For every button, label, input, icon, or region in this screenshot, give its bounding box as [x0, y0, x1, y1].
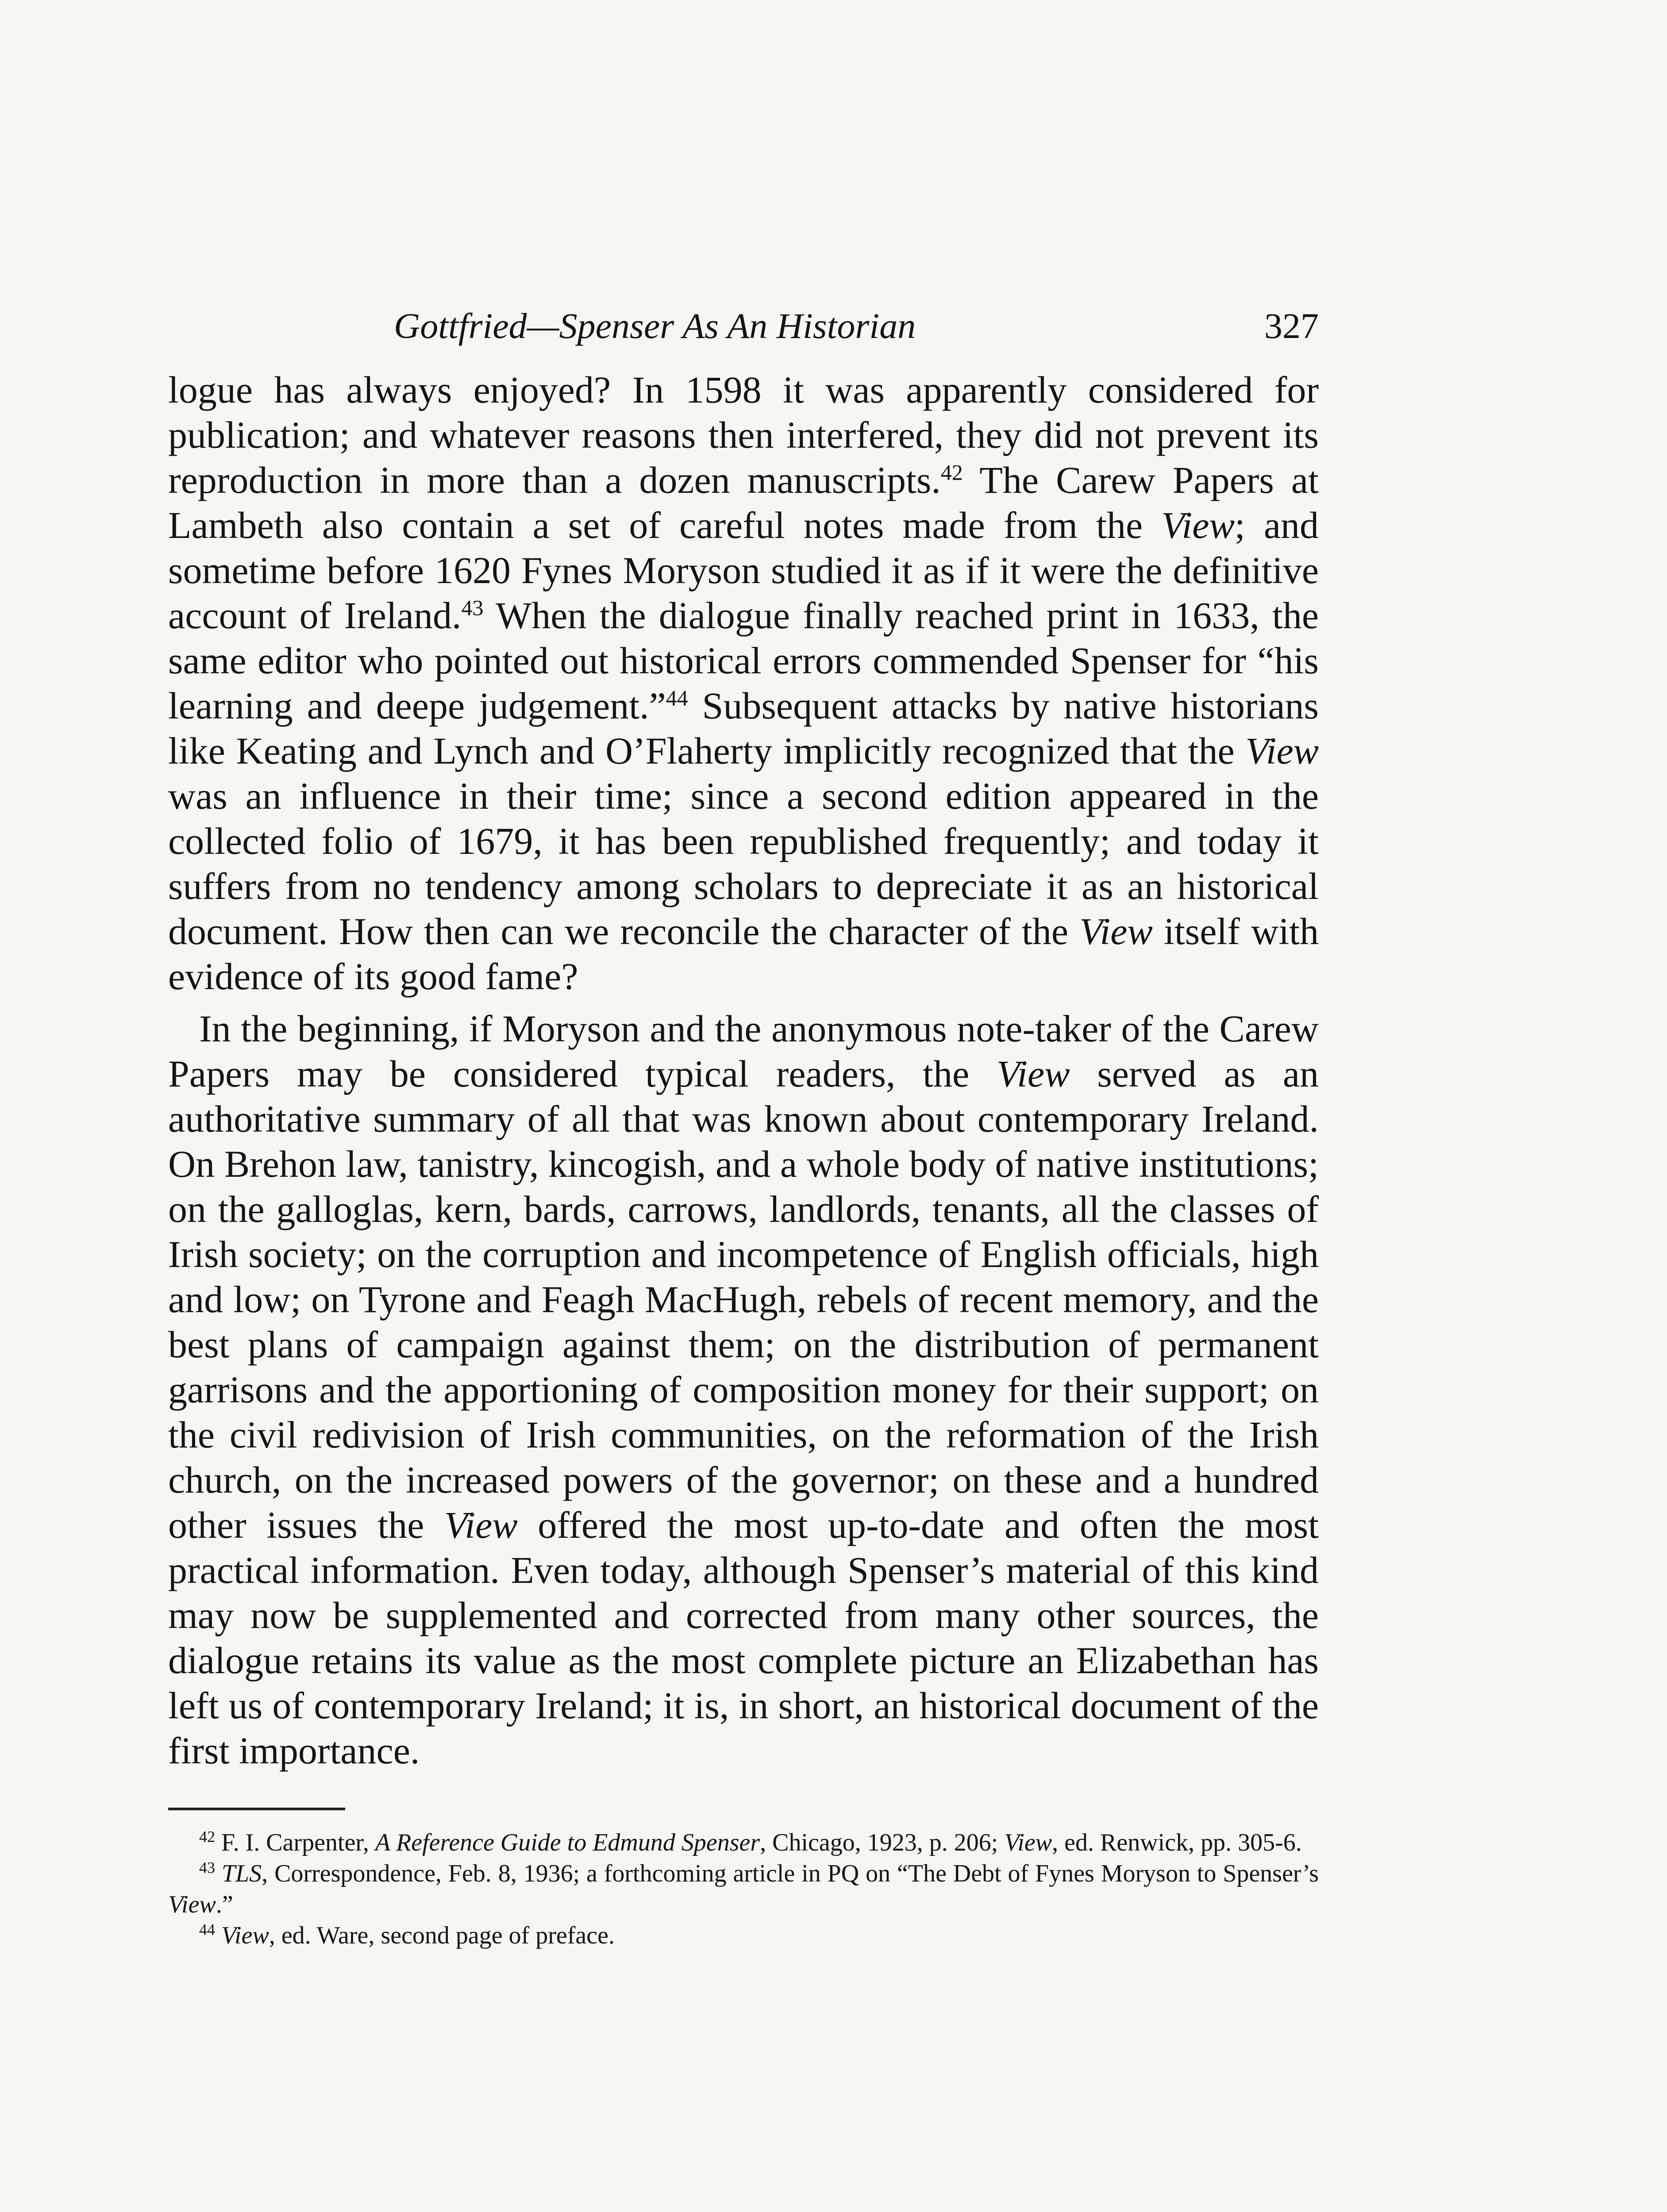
title-view: View — [1079, 910, 1153, 952]
title-tls: TLS — [221, 1860, 262, 1887]
footnotes — [168, 1827, 1319, 1951]
title-view: View — [1245, 730, 1319, 772]
footnote-mark: 44 — [199, 1920, 215, 1939]
text-run: logue has always enjoyed? In 1598 it was apparently considered for publication; and whatever reasons then interfered, they did not prevent its reproduction in more than a dozen manuscripts. — [168, 369, 1319, 501]
text-run: itself with evidence of its good fame? — [168, 910, 1319, 998]
text-run: .” — [216, 1891, 233, 1918]
footnote-divider — [168, 1808, 345, 1810]
paragraph-1 — [168, 367, 1319, 999]
body-text — [168, 367, 1319, 1773]
footnote-ref-43: 43 — [461, 595, 484, 620]
footnote-44 — [168, 1920, 1319, 1951]
footnote-ref-44: 44 — [666, 685, 688, 710]
footnote-42 — [168, 1827, 1319, 1858]
text-run: , Correspondence, Feb. 8, 1936; a forthcoming article in PQ on “The Debt of Fynes Moryson to Spenser’s — [262, 1860, 1319, 1887]
text-run: , ed. Renwick, pp. 305-6. — [1052, 1829, 1302, 1856]
paragraph-2 — [168, 1006, 1319, 1773]
footnote-mark: 43 — [199, 1859, 215, 1877]
footnote-43 — [168, 1858, 1319, 1920]
running-head: Gottfried—Spenser As An Historian — [394, 306, 916, 346]
text-run: served as an authoritative summary of all that was known about contemporary Ireland. On Brehon law, tanistry, kincogish, and a whole body of native institutions; on the galloglas, kern, bards, carrows, landlords, tenants, all the classes of Irish society; on the corruption and incompetence of English officials, high and low; on Tyrone and Feagh MacHugh, rebels of recent memory, and the best plans of campaign against them; on the distribution of permanent garrisons and the apportioning of composition money for their support; on the civil redivision of Irish communities, on the reformation of the Irish church, on the increased powers of the governor; on these and a hundred other issues the — [168, 1052, 1319, 1546]
text-run: The Carew Papers at Lambeth also contain a set of careful notes made from the — [168, 459, 1319, 546]
text-run: ; and sometime before 1620 Fynes Moryson studied it as if it were the definitive account of Ireland. — [168, 504, 1319, 637]
text-run: was an influence in their time; since a second edition appeared in the collected folio of 1679, it has been republished frequently; and today it suffers from no tendency among scholars to depreciate it as an historical document. How then can we reconcile the character of the — [168, 775, 1319, 952]
title-view: View — [1004, 1829, 1052, 1856]
page-number: 327 — [1264, 306, 1319, 346]
text-run: Subsequent attacks by native historians like Keating and Lynch and O’Flaherty implicitly recognized that the — [168, 684, 1319, 772]
title-view: View — [996, 1052, 1070, 1095]
title-view: View — [168, 1891, 216, 1918]
text-run: , ed. Ware, second page of preface. — [269, 1922, 615, 1949]
footnote-ref-42: 42 — [940, 460, 963, 485]
journal-page — [168, 305, 1319, 1951]
title-view: View — [221, 1922, 269, 1949]
text-run: When the dialogue finally reached print in 1633, the same editor who pointed out historical errors commended Spenser for “his learning and deepe judgement.” — [168, 594, 1319, 727]
text-run: In the beginning, if Moryson and the anonymous note-taker of the Carew Papers may be considered typical readers, the — [168, 1007, 1319, 1095]
title-reference-guide: A Reference Guide to Edmund Spenser — [375, 1829, 760, 1856]
footnote-mark: 42 — [199, 1828, 215, 1846]
title-view: View — [1161, 504, 1235, 546]
text-run: offered the most up-to-date and often the most practical information. Even today, although Spenser’s material of this kind may now be supplemented and corrected from many other sources, the dialogue retains its value as the most complete picture an Elizabethan has left us of contemporary Ireland; it is, in short, an historical document of the first importance. — [168, 1504, 1319, 1772]
text-run: F. I. Carpenter, — [221, 1829, 375, 1856]
text-run: , Chicago, 1923, p. 206; — [760, 1829, 1005, 1856]
page-header — [168, 305, 1319, 358]
title-view: View — [444, 1504, 518, 1546]
